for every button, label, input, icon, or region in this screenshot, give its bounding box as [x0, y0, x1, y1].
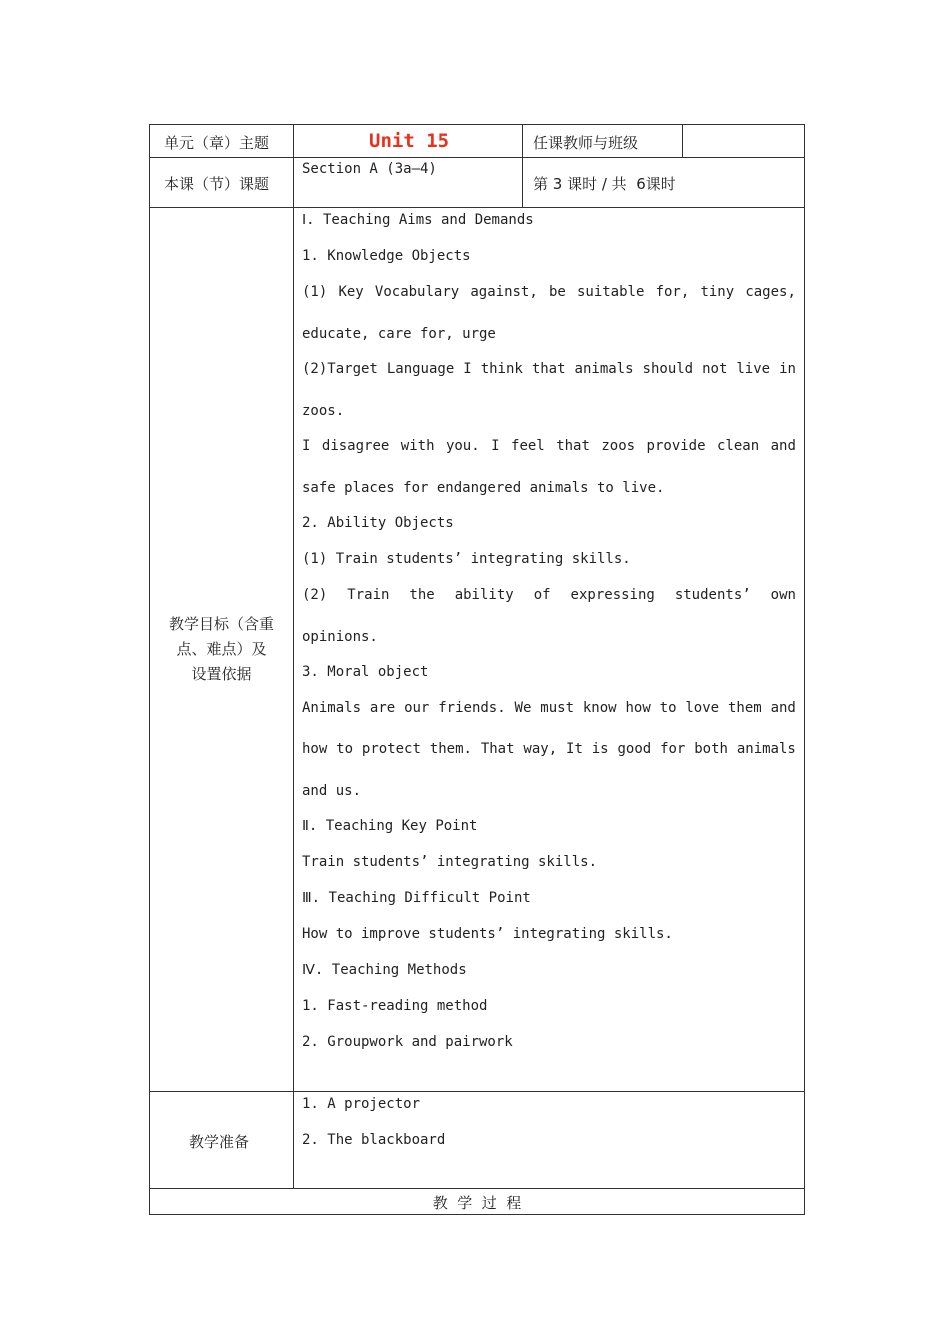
word: is — [591, 741, 609, 757]
word: I — [463, 361, 472, 377]
objective-line: Ⅱ. Teaching Key Point — [302, 818, 478, 834]
objectives-label-line: 设置依据 — [191, 665, 252, 683]
objective-line: Ⅰ. Teaching Aims and Demands — [302, 212, 534, 228]
word: feel — [511, 438, 545, 454]
objectives-label-line: 点、难点）及 — [176, 640, 267, 658]
word: for, — [655, 284, 690, 300]
word: zoos — [601, 438, 636, 454]
row-divider — [149, 1188, 805, 1189]
objective-line — [302, 438, 796, 454]
justified-line — [302, 438, 796, 454]
word: Vocabulary — [374, 284, 460, 300]
preparation-line: 1. A projector — [302, 1096, 421, 1112]
word: for — [660, 741, 686, 757]
word: disagree — [321, 438, 390, 454]
justified-line — [302, 587, 796, 603]
objective-line: Ⅲ. Teaching Difficult Point — [302, 890, 531, 906]
word: animals — [736, 741, 796, 757]
teacher-class-label: 任课教师与班级 — [533, 134, 639, 152]
word: Train — [347, 587, 390, 603]
word: not — [702, 361, 728, 377]
row-divider — [149, 1091, 805, 1092]
objective-line: How to improve students’ integrating skills. — [302, 926, 673, 942]
word: how — [302, 741, 328, 757]
word: Animals — [302, 700, 362, 716]
word: them. — [429, 741, 472, 757]
word: I — [302, 438, 311, 454]
column-divider — [522, 124, 523, 208]
word: must — [540, 700, 574, 716]
justified-line — [302, 700, 796, 716]
objective-line: 1. Knowledge Objects — [302, 248, 471, 264]
word: think — [480, 361, 523, 377]
word: Language — [386, 361, 455, 377]
word: own — [770, 587, 796, 603]
word: Key — [338, 284, 364, 300]
unit-title: Unit 15 — [369, 130, 450, 152]
objective-line: Train students’ integrating skills. — [302, 854, 598, 870]
word: suitable — [576, 284, 645, 300]
word: against, — [470, 284, 538, 300]
word: the — [409, 587, 435, 603]
word: (2)Target — [302, 361, 378, 377]
objective-line: 2. Ability Objects — [302, 515, 454, 531]
preparation-line: 2. The blackboard — [302, 1132, 446, 1148]
word: are — [369, 700, 396, 716]
word: that — [556, 438, 590, 454]
word: and — [770, 700, 796, 716]
word: know — [582, 700, 617, 716]
word: and — [770, 438, 796, 454]
word: that — [531, 361, 566, 377]
row-divider — [149, 207, 805, 208]
justified-line — [302, 361, 796, 377]
objective-line — [302, 361, 796, 377]
word: students’ — [674, 587, 751, 603]
word: with — [400, 438, 435, 454]
column-divider — [682, 124, 683, 157]
lesson-title: Section A (3a—4) — [302, 161, 437, 177]
unit-label: 单元（章）主题 — [164, 134, 270, 152]
justified-line — [302, 741, 796, 757]
word: (1) — [302, 284, 328, 300]
word: clean — [717, 438, 760, 454]
word: to — [336, 741, 354, 757]
word: (2) — [302, 587, 328, 603]
preparation-label: 教学准备 — [189, 1133, 250, 1151]
word: way, — [523, 741, 558, 757]
objective-line: 1. Fast-reading method — [302, 998, 488, 1014]
word: live — [736, 361, 771, 377]
word: That — [480, 741, 515, 757]
objective-line: safe places for endangered animals to live. — [302, 480, 665, 496]
word: them — [727, 700, 762, 716]
objective-line: Ⅳ. Teaching Methods — [302, 962, 467, 978]
word: We — [514, 700, 532, 716]
objective-line — [302, 587, 796, 603]
objective-line: and us. — [302, 783, 362, 799]
word: to — [659, 700, 677, 716]
objective-line: 3. Moral object — [302, 664, 429, 680]
word: It — [566, 741, 583, 757]
word: our — [404, 700, 430, 716]
word: I — [491, 438, 500, 454]
objective-line — [302, 741, 796, 757]
objective-line: opinions. — [302, 629, 378, 645]
word: friends. — [438, 700, 506, 716]
objectives-label-line: 教学目标（含重 — [168, 615, 274, 633]
word: animals — [574, 361, 634, 377]
word: should — [642, 361, 694, 377]
objective-line: (1) Train students’ integrating skills. — [302, 551, 631, 567]
objective-line — [302, 284, 796, 300]
lesson-label: 本课（节）课题 — [164, 175, 270, 193]
word: provide — [646, 438, 706, 454]
word: how — [625, 700, 651, 716]
word: you. — [445, 438, 480, 454]
word: love — [685, 700, 720, 716]
period-info: 第 3 课时 / 共 6课时 — [533, 175, 676, 193]
word: cages, — [745, 284, 796, 300]
column-divider — [293, 124, 294, 1189]
word: expressing — [570, 587, 655, 603]
word: in — [779, 361, 796, 377]
justified-line — [302, 284, 796, 300]
row-divider — [149, 157, 805, 158]
word: good — [617, 741, 652, 757]
objective-line: educate, care for, urge — [302, 326, 496, 342]
word: both — [694, 741, 728, 757]
objective-line: 2. Groupwork and pairwork — [302, 1034, 513, 1050]
teaching-process-heading: 教 学 过 程 — [432, 1194, 522, 1212]
objective-line — [302, 700, 796, 716]
word: ability — [454, 587, 514, 603]
word: be — [548, 284, 566, 300]
word: protect — [361, 741, 421, 757]
word: of — [533, 587, 551, 603]
word: tiny — [700, 284, 735, 300]
objective-line: zoos. — [302, 403, 345, 419]
objectives-label — [150, 612, 293, 687]
